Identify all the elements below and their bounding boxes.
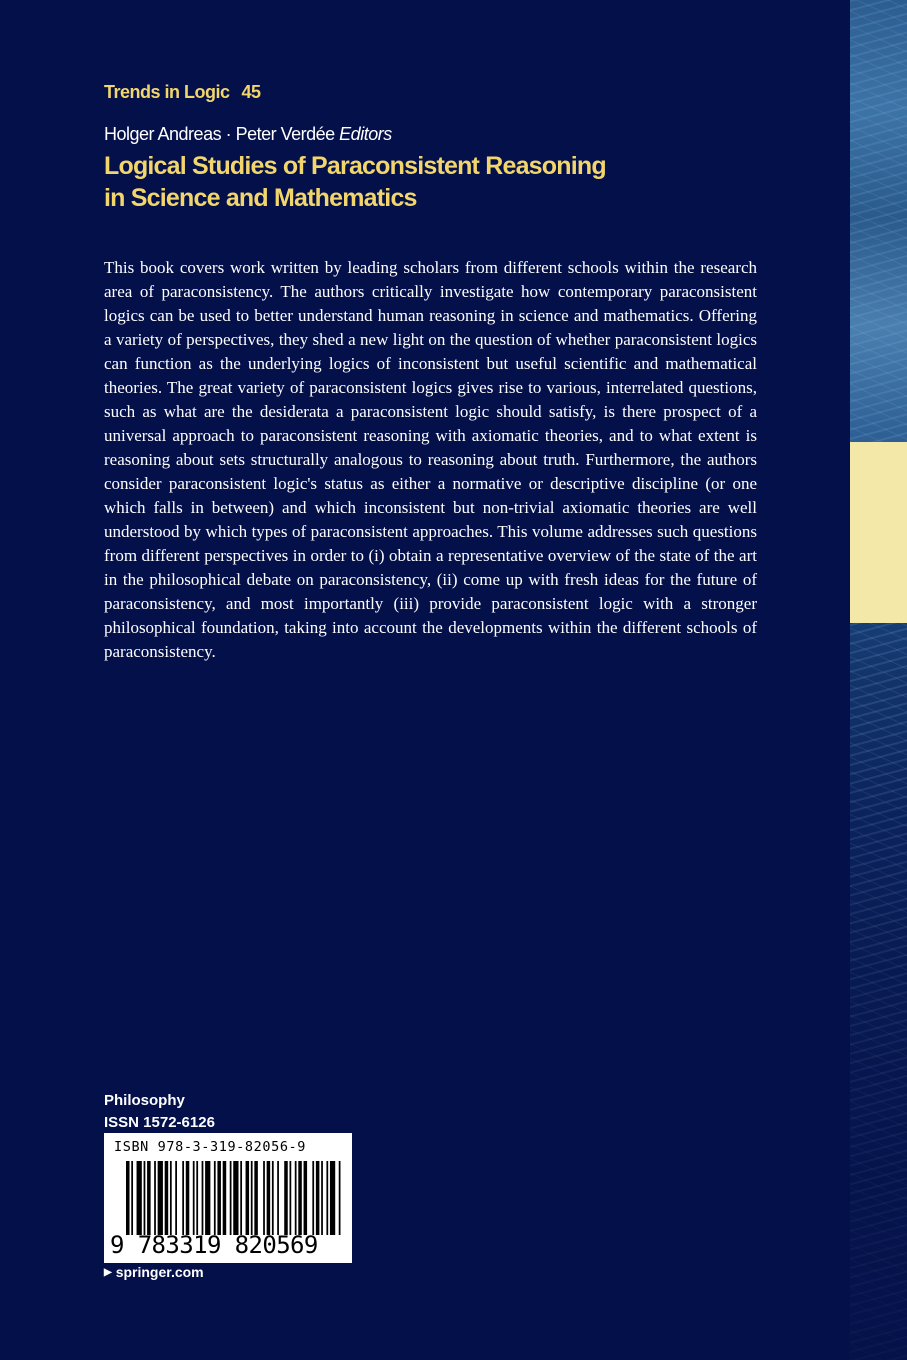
barcode-bar xyxy=(154,1161,156,1235)
barcode-bar xyxy=(284,1161,288,1235)
barcode-bar xyxy=(165,1161,169,1235)
barcode-bar xyxy=(186,1161,190,1235)
barcode-bar xyxy=(298,1161,302,1235)
barcode-bar xyxy=(339,1161,341,1235)
barcode-digits: 9 783319 820569 xyxy=(110,1231,318,1259)
book-title-line-2: in Science and Mathematics xyxy=(104,184,417,212)
barcode-bar xyxy=(295,1161,297,1235)
barcode-bar xyxy=(263,1161,265,1235)
editor-names: Holger Andreas · Peter Verdée xyxy=(104,124,335,144)
series-volume: 45 xyxy=(241,82,261,102)
book-title-line-1: Logical Studies of Paraconsistent Reasoning xyxy=(104,152,606,180)
barcode-bar xyxy=(175,1161,177,1235)
barcode-bar xyxy=(272,1161,274,1235)
barcode-bar xyxy=(147,1161,151,1235)
publisher-website[interactable] xyxy=(104,1264,204,1280)
barcode-bar xyxy=(233,1161,238,1235)
barcode-bar xyxy=(131,1161,133,1235)
barcode-bar xyxy=(321,1161,323,1235)
editors-role: Editors xyxy=(339,124,392,144)
yellow-color-band xyxy=(850,442,907,623)
barcode-bar xyxy=(290,1161,292,1235)
series-line xyxy=(104,82,261,103)
barcode-bar xyxy=(277,1161,279,1235)
series-name: Trends in Logic xyxy=(104,82,230,102)
barcode-bar xyxy=(330,1161,335,1235)
barcode-bar xyxy=(267,1161,271,1235)
issn-number: ISSN 1572-6126 xyxy=(104,1114,215,1131)
barcode-label xyxy=(104,1133,352,1263)
isbn-text: ISBN 978-3-319-82056-9 xyxy=(114,1139,307,1155)
barcode-bar xyxy=(240,1161,242,1235)
barcode-bar xyxy=(246,1161,250,1235)
barcode-bar xyxy=(251,1161,253,1235)
barcode-bar xyxy=(182,1161,184,1235)
cover-image-fade xyxy=(850,720,907,1360)
barcode-bar xyxy=(217,1161,221,1235)
barcode-bar xyxy=(196,1161,198,1235)
barcode-bar xyxy=(202,1161,204,1235)
barcode-bar xyxy=(223,1161,227,1235)
barcode-bar xyxy=(304,1161,308,1235)
barcode-bar xyxy=(254,1161,258,1235)
barcode-bar xyxy=(312,1161,314,1235)
triangle-arrow-icon: ▶ xyxy=(104,1266,112,1278)
barcode-bar xyxy=(193,1161,195,1235)
barcode-bar xyxy=(205,1161,210,1235)
barcode-icon xyxy=(126,1161,344,1235)
subject-category: Philosophy xyxy=(104,1092,185,1109)
book-description: This book covers work written by leading scholars from different schools within the research area of paraconsistency. The authors critically investigate how contemporary paraconsistent logics can be used to better understand human reasoning in science and mathematics. Offering a variety of perspectives, they shed a new light on the question of whether paraconsistent logics can function as the underlying logics of inconsistent but useful scientific and mathematical theories. The great variety of paraconsistent logics gives rise to various, interrelated questions, such as what are the desiderata a paraconsistent logic should satisfy, is there prospect of a universal approach to paraconsistent reasoning with axiomatic theories, and to what extent is reasoning about sets structurally analogous to reasoning about truth. Furthermore, the authors consider paraconsistent logic's status as either a normative or descriptive discipline (or one which falls in between) and which inconsistent but non-trivial axiomatic theories are well understood by which types of paraconsistent approaches. This volume addresses such questions from different perspectives in order to (i) obtain a representative overview of the state of the art in the philosophical debate on paraconsistency, (ii) come up with fresh ideas for the future of paraconsistency, and most importantly (iii) provide paraconsistent logic with a stronger philosophical foundation, taking into account the developments within the different schools of paraconsistency. xyxy=(104,258,757,661)
barcode-bar xyxy=(214,1161,216,1235)
barcode-bar xyxy=(316,1161,320,1235)
book-title xyxy=(104,150,804,214)
barcode-bar xyxy=(137,1161,142,1235)
barcode-bar xyxy=(326,1161,328,1235)
barcode-bar xyxy=(144,1161,146,1235)
website-url[interactable]: springer.com xyxy=(115,1264,204,1280)
barcode-bar xyxy=(126,1161,130,1235)
barcode-bar xyxy=(170,1161,172,1235)
barcode-bar xyxy=(158,1161,163,1235)
barcode-bar xyxy=(230,1161,232,1235)
editors-line xyxy=(104,124,392,145)
subject-info xyxy=(104,1090,215,1134)
